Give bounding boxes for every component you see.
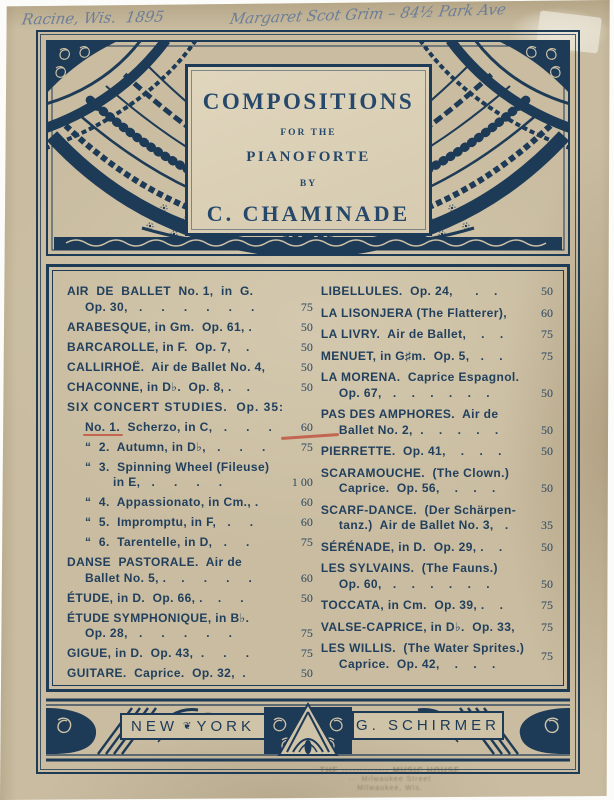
entry-title: SIX CONCERT STUDIES. Op. 35: — [67, 399, 285, 414]
catalog-entry — [67, 420, 313, 436]
entry-title: LA LIVRY. Air de Ballet, . . — [320, 327, 504, 341]
catalog-inner-border — [52, 270, 564, 686]
entry-title: Op. 60, . . . . . . — [338, 576, 490, 591]
catalog-entry — [67, 611, 313, 642]
entry-title: DANSE PASTORALE. Air de — [67, 555, 243, 569]
entry-title: VALSE-CAPRICE, in D♭. Op. 33, — [320, 619, 516, 634]
entry-price: 75 — [541, 619, 553, 634]
catalog-entry-line — [67, 611, 313, 627]
entry-price: 50 — [300, 379, 313, 394]
catalog-entry — [67, 380, 313, 396]
entry-title: SÉRÉNADE, in D. Op. 29, . . — [320, 539, 503, 554]
entry-title: No. 1. Scherzo, in C, . . . — [85, 419, 273, 434]
entry-title: ARABESQUE, in Gm. Op. 61, . — [67, 319, 253, 334]
entry-title: GUITARE. Caprice. Op. 32, . — [67, 666, 247, 680]
catalog-entry-line — [67, 440, 313, 456]
entry-price: 50 — [541, 284, 553, 298]
catalog-entry-line — [321, 444, 553, 460]
catalog-entry-line — [67, 320, 313, 336]
publisher-city-york: YORK — [196, 718, 255, 735]
entry-title: Caprice. Op. 56, . . . — [338, 481, 496, 495]
catalog-entry-line — [321, 641, 553, 657]
catalog-entry — [67, 400, 313, 416]
handwriting-location-date: Racine, Wis. 1895 — [20, 7, 166, 29]
title-composer: C. CHAMINADE — [206, 201, 411, 226]
title-for-the: FOR THE — [280, 128, 337, 138]
entry-title: Op. 28, . . . . . — [85, 626, 233, 640]
catalog-entry — [321, 540, 553, 556]
entry-price: 75 — [541, 648, 553, 663]
entry-price: 50 — [300, 319, 313, 334]
entry-price: 75 — [541, 598, 553, 612]
handwriting-owner-name: Margaret Scot Grim – 84½ Park Ave — [228, 0, 508, 28]
catalog-entry-line — [321, 481, 553, 497]
stamp-line: THE ············· MUSIC HOUSE — [319, 766, 461, 775]
catalog-entry-line — [321, 620, 553, 636]
catalog-entry-line — [67, 666, 313, 682]
entry-title: in E, . . . . — [113, 475, 223, 489]
entry-title: PIERRETTE. Op. 41, . . . — [320, 444, 502, 458]
entry-title: BARCAROLLE, in F. Op. 7, . — [67, 339, 250, 354]
catalog-entry — [67, 591, 313, 607]
catalog-entry — [67, 555, 313, 586]
catalog-entry-line — [67, 571, 313, 587]
entry-title: “ 5. Impromptu, in F, . . — [85, 515, 254, 529]
catalog-entry — [321, 407, 553, 438]
title-compositions: COMPOSITIONS — [202, 89, 415, 114]
catalog-entry — [67, 340, 313, 356]
catalog-entry — [67, 284, 313, 315]
entry-price: 75 — [300, 439, 313, 454]
catalog-entry — [67, 535, 313, 551]
catalog-entry-line — [321, 598, 553, 614]
catalog-column-right — [321, 284, 553, 679]
catalog-entry — [321, 503, 553, 534]
catalog-entry-line — [321, 407, 553, 423]
entry-title: LES SYLVAINS. (The Fauns.) — [320, 561, 498, 575]
catalog-entry-line — [67, 515, 313, 531]
catalog-entry-line — [67, 380, 313, 396]
catalog-entry-line — [321, 284, 553, 300]
catalog-entry — [321, 284, 553, 300]
catalog-entry — [321, 620, 553, 636]
entry-price: 75 — [541, 327, 553, 341]
catalog-entry — [321, 349, 553, 365]
catalog-entry-line — [67, 300, 313, 316]
catalog-entry — [321, 641, 553, 672]
entry-price: 50 — [300, 359, 313, 374]
entry-price: 50 — [541, 422, 553, 437]
catalog-entry-line — [67, 360, 313, 376]
red-pencil-underline — [83, 434, 123, 436]
catalog-entry — [321, 327, 553, 343]
entry-price: 60 — [300, 570, 313, 585]
catalog-entry-line — [321, 466, 553, 482]
entry-title: MENUET, in G♯m. Op. 5, . . — [320, 348, 504, 363]
title-pianoforte: PIANOFORTE — [246, 149, 371, 165]
stamp-line: Milwaukee, Wis. — [357, 785, 423, 792]
catalog-entry — [67, 646, 313, 662]
entry-title: Op. 67, . . . . . . — [338, 385, 490, 400]
catalog-entry-line — [67, 475, 313, 491]
entry-title: SCARF-DANCE. (Der Schärpen- — [320, 502, 517, 517]
entry-title: Ballet No. 5, . . . . . — [85, 570, 253, 585]
catalog-entry-line — [67, 555, 313, 571]
entry-title: AIR DE BALLET No. 1, in G. — [67, 284, 254, 298]
catalog-entry — [321, 370, 553, 401]
entry-title: “ 4. Appassionato, in Cm., . — [85, 495, 259, 509]
catalog-entry-line — [321, 540, 553, 556]
catalog-entry-line — [321, 577, 553, 593]
catalog-entry-line — [321, 306, 553, 322]
entry-title: LES WILLIS. (The Water Sprites.) — [320, 641, 525, 655]
entry-price: 50 — [541, 576, 553, 591]
entry-price: 50 — [541, 444, 553, 458]
entry-price: 75 — [300, 299, 313, 314]
catalog-entry-line — [67, 591, 313, 607]
catalog-entry-line — [67, 626, 313, 642]
catalog-entry-line — [67, 340, 313, 356]
dealer-stamp — [292, 766, 488, 793]
catalog-entry-line — [67, 400, 313, 416]
catalog-entry-line — [321, 561, 553, 577]
entry-price: 75 — [541, 348, 553, 363]
entry-price: 50 — [300, 666, 313, 680]
catalog-entry-line — [321, 327, 553, 343]
catalog-entry — [67, 320, 313, 336]
catalog-entry-line — [321, 386, 553, 402]
catalog-entry-line — [321, 370, 553, 386]
catalog-entry-line — [321, 503, 553, 519]
catalog-entry-line — [67, 646, 313, 662]
title-box — [185, 64, 432, 236]
entry-price: 50 — [541, 385, 553, 400]
publisher-name-box — [352, 711, 504, 740]
entry-title: “ 3. Spinning Wheel (Fileuse) — [85, 459, 270, 474]
catalog-entry — [321, 466, 553, 497]
entry-title: ÉTUDE, in D. Op. 66, . . . — [67, 590, 244, 605]
publisher-city-new: NEW — [131, 718, 179, 735]
catalog-entry — [67, 666, 313, 682]
catalog-entry-line — [321, 648, 553, 673]
entry-price: 75 — [300, 626, 313, 640]
catalog-entry — [67, 360, 313, 376]
entry-price: 50 — [300, 339, 313, 354]
entry-title: LIBELLULES. Op. 24, . . — [320, 284, 498, 298]
entry-title: SCARAMOUCHE. (The Clown.) — [320, 465, 510, 480]
entry-price: 35 — [541, 518, 553, 532]
entry-title: CHACONNE, in D♭. Op. 8, . . — [67, 379, 251, 394]
entry-title: LA LISONJERA (The Flatterer), — [320, 305, 507, 320]
catalog-entry — [321, 306, 553, 322]
fleuron-icon: ❦ — [183, 721, 192, 732]
catalog-entry — [67, 440, 313, 456]
publisher-name-text: G. SCHIRMER — [355, 717, 500, 734]
entry-price: 75 — [300, 646, 313, 660]
catalog-entry-line — [67, 420, 313, 436]
title-by: BY — [299, 179, 318, 189]
catalog-entry — [67, 515, 313, 531]
catalog-entry-line — [67, 495, 313, 511]
entry-price: 50 — [300, 590, 313, 605]
entry-price: 50 — [541, 481, 553, 495]
entry-price: 60 — [300, 515, 313, 529]
entry-price: 75 — [300, 535, 313, 549]
entry-title: Ballet No. 2, . . . . . — [338, 422, 499, 437]
entry-price: 60 — [300, 495, 313, 509]
catalog-entry-line — [321, 349, 553, 365]
entry-title: ÉTUDE SYMPHONIQUE, in B♭. — [67, 610, 250, 625]
catalog-entry — [321, 561, 553, 592]
catalog-panel — [46, 264, 570, 692]
entry-price: 60 — [541, 305, 553, 320]
catalog-entry — [67, 495, 313, 511]
entry-price: 1 00 — [291, 475, 313, 489]
entry-title: tanz.) Air de Ballet No. 3, . — [338, 518, 509, 532]
publisher-city-box — [120, 713, 266, 740]
entry-title: CALLIRHOË. Air de Ballet No. 4, — [67, 359, 266, 374]
catalog-entry-line — [67, 535, 313, 551]
entry-title: “ 2. Autumn, in D♭, . . . — [85, 439, 266, 454]
entry-title: PAS DES AMPHORES. Air de — [320, 407, 499, 421]
entry-title: Caprice. Op. 42, . . . — [338, 656, 496, 671]
catalog-column-left — [67, 284, 313, 679]
entry-title: LA MORENA. Caprice Espagnol. — [320, 370, 520, 384]
entry-title: Op. 30, . . . . . . — [85, 299, 255, 314]
catalog-entry-line — [321, 423, 553, 439]
entry-title: TOCCATA, in Cm. Op. 39, . . — [320, 598, 504, 612]
catalog-entry — [67, 460, 313, 491]
catalog-entry-line — [67, 284, 313, 300]
entry-price: 50 — [541, 539, 553, 554]
catalog-entry — [321, 444, 553, 460]
catalog-entry — [321, 598, 553, 614]
stamp-line: ··· Milwaukee Street — [348, 776, 432, 783]
entry-title: “ 6. Tarentelle, in D, . . — [85, 535, 250, 549]
entry-price: 60 — [289, 420, 313, 436]
entry-title: GIGUE, in D. Op. 43, . . . — [67, 646, 250, 660]
catalog-entry-line — [67, 460, 313, 476]
catalog-entry-line — [321, 518, 553, 534]
